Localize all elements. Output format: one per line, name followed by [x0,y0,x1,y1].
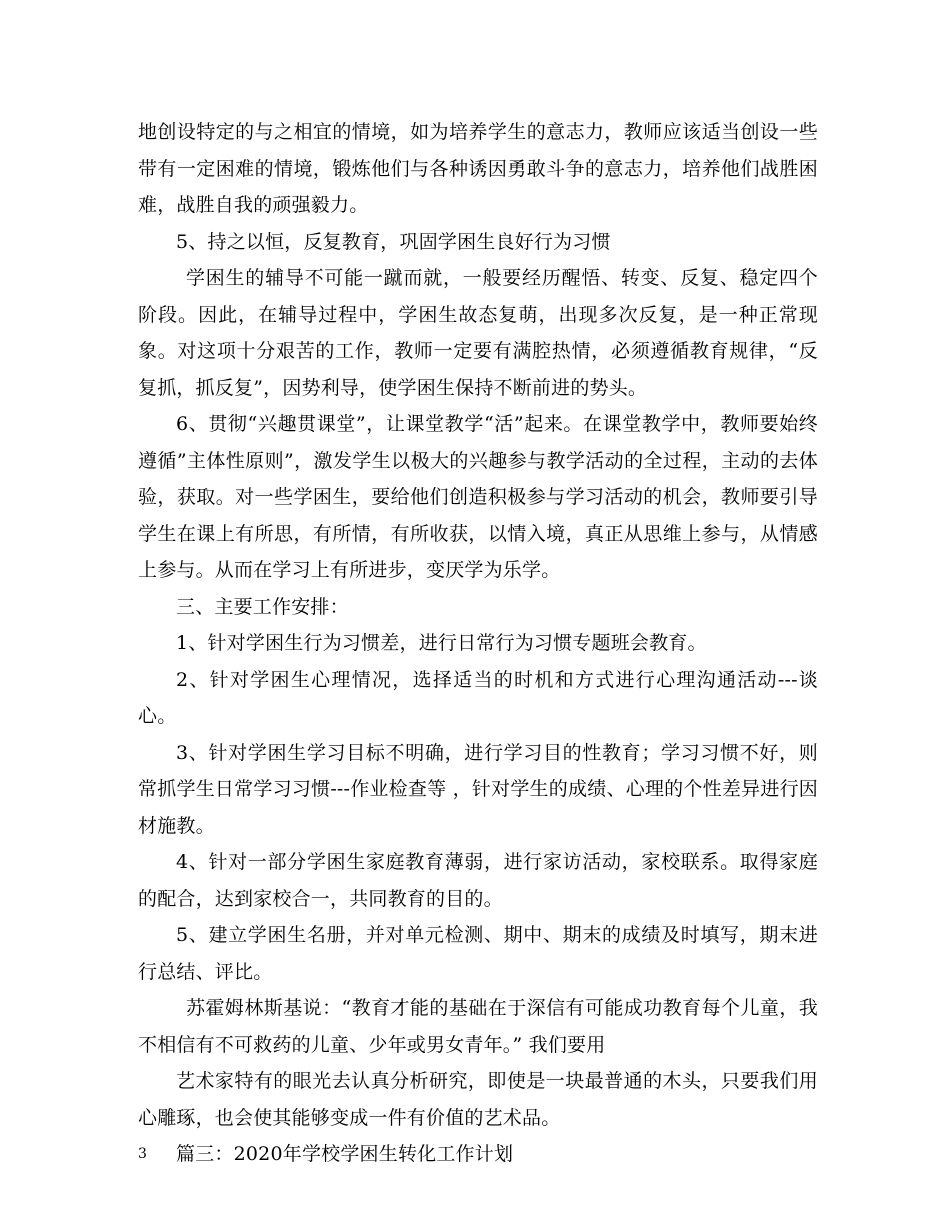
paragraph-1: 地创设特定的与之相宜的情境，如为培养学生的意志力，教师应该适当创设一些带有一定困难的情境，锻炼他们与各种诱因勇敢斗争的意志力，培养他们战胜困难，战胜自我的顽强毅力。 [138,121,818,216]
body-text [138,114,818,1173]
paragraph-10: 5、建立学困生名册，并对单元检测、期中、期末的成绩及时填写，期末进行总结、评比。 [138,924,818,983]
paragraph-9: 4、针对一部分学困生家庭教育薄弱，进行家访活动，家校联系。取得家庭的配合，达到家校合一，共同教育的目的。 [138,851,818,910]
page-number: 3 [138,1146,147,1162]
paragraph-4: 6、贯彻“兴趣贯课堂”，让课堂教学“活”起来。在课堂教学中，教师要始终遵循”主体性原则”，激发学生以极大的兴趣参与教学活动的全过程，主动的去体验，获取。对一些学困生，要给他们创造积极参与学习活动的机会，教师要引导学生在课上有所思，有所情，有所收获，以情入境，真正从思维上参与，从情感上参与。从而在学习上有所进步，变厌学为乐学。 [138,413,818,581]
paragraph-3: 学困生的辅导不可能一蹴而就，一般要经历醒悟、转变、反复、稳定四个阶段。因此，在辅导过程中，学困生故态复萌，出现多次反复，是一种正常现象。对这项十分艰苦的工作，教师一定要有满腔热情，必须遵循教育规律，“反复抓，抓反复”，因势利导，使学困生保持不断前进的势头。 [138,267,818,399]
paragraph-8: 3、针对学困生学习目标不明确，进行学习目的性教育；学习习惯不好，则常抓学生日常学习习惯---作业检查等 ，针对学生的成绩、心理的个性差异进行因材施教。 [138,741,818,837]
section-heading: 三、主要工作安排： [176,595,349,618]
paragraph-12: 艺术家特有的眼光去认真分析研究，即使是一块最普通的木头，只要我们用心雕琢，也会使其能够变成一件有价值的艺术品。 [138,1070,818,1129]
next-section-title: 篇三：2020年学校学困生转化工作计划 [176,1143,514,1165]
paragraph-2: 5、持之以恒，反复教育，巩固学困生良好行为习惯 [176,230,611,253]
paragraph-6: 1、针对学困生行为习惯差，进行日常行为习惯专题班会教育。 [176,632,707,654]
paragraph-11: 苏霍姆林斯基说：“教育才能的基础在于深信有可能成功教育每个儿童，我不相信有不可救药的儿童、少年或男女青年。” 我们要用 [138,997,818,1056]
paragraph-7: 2、针对学困生心理情况，选择适当的时机和方式进行心理沟通活动---谈心。 [138,668,818,727]
